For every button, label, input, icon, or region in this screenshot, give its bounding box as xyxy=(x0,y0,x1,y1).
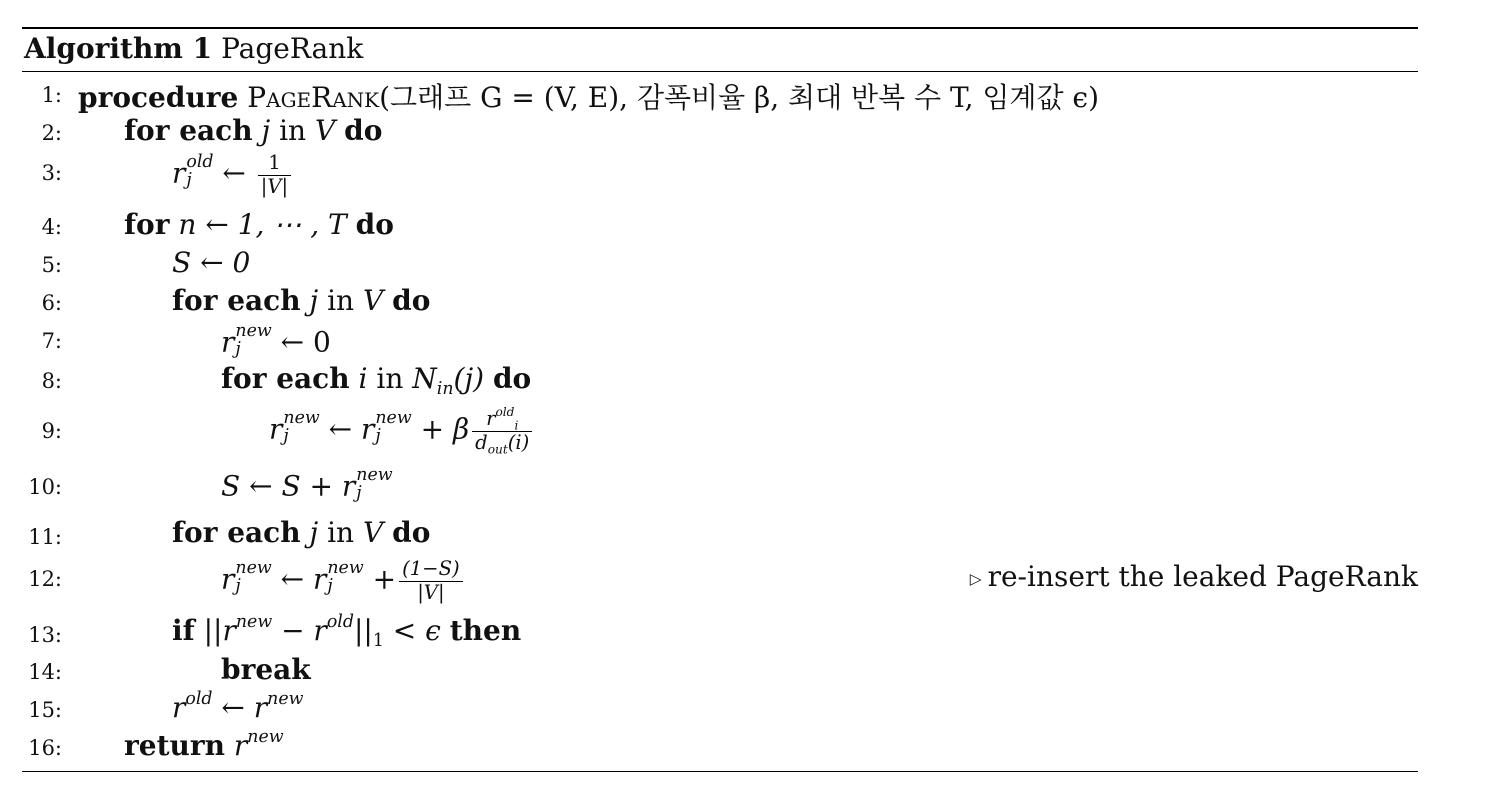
do-keyword: do xyxy=(392,516,431,549)
loop-var: j xyxy=(309,516,319,549)
update-statement: r new j ← r new j + β $\frac{r^{old}_i}{d_{out}(i)}$ xyxy=(269,408,535,454)
fraction xyxy=(258,152,291,198)
algo-line-5 xyxy=(0,246,1498,284)
algorithm-name: PageRank xyxy=(221,32,364,65)
subscript: out xyxy=(487,441,508,456)
algo-line-9 xyxy=(0,404,1498,456)
norm-open: ||r xyxy=(203,614,236,647)
line-number: 5: xyxy=(41,253,62,277)
subscript: j xyxy=(375,426,381,447)
line-number: 14: xyxy=(28,660,62,684)
line-comment xyxy=(970,560,1418,593)
var-r: r xyxy=(233,729,248,762)
subscript: i xyxy=(514,418,519,433)
subscript: j xyxy=(186,170,192,191)
comment-text: re-insert the leaked PageRank xyxy=(987,560,1418,593)
superscript: new xyxy=(375,408,412,429)
loop-var: j xyxy=(309,284,319,317)
subscript: j xyxy=(327,576,333,597)
superscript: new xyxy=(235,558,272,579)
var-r: r xyxy=(312,562,327,596)
line-number: 6: xyxy=(41,291,62,315)
loop-header xyxy=(124,114,382,147)
in-keyword: in xyxy=(327,516,355,549)
algo-line-3 xyxy=(0,151,1498,198)
var-r: r xyxy=(221,562,235,596)
statement: S ← 0 xyxy=(172,246,251,279)
norm-close: || xyxy=(353,614,373,647)
superscript: old xyxy=(326,611,354,632)
bottom-rule xyxy=(22,771,1418,772)
procedure-name: PageRank xyxy=(247,81,380,114)
param-threshold: 임계값 ϵ xyxy=(982,81,1089,114)
var-r: r xyxy=(360,412,375,446)
then-keyword: then xyxy=(449,614,522,647)
superscript: old xyxy=(185,688,213,709)
fraction xyxy=(472,404,532,456)
superscript: old xyxy=(186,152,214,173)
fraction-denominator: d xyxy=(475,430,488,454)
do-keyword: do xyxy=(392,284,431,317)
algo-line-13 xyxy=(0,611,1498,652)
line-number: 2: xyxy=(41,121,62,145)
superscript: new xyxy=(235,321,272,341)
fraction-numerator: (1−S) xyxy=(399,558,463,582)
init-assignment xyxy=(172,152,294,198)
fraction xyxy=(399,558,463,604)
less-than-epsilon: < ϵ xyxy=(383,614,450,647)
algorithm-label: Algorithm 1 xyxy=(24,32,213,65)
var-r: r xyxy=(269,412,283,446)
do-keyword: do xyxy=(344,114,383,147)
denominator-arg: (i) xyxy=(507,430,530,454)
superscript: new xyxy=(356,465,393,485)
param-graph: 그래프 G = (V, E) xyxy=(390,81,620,114)
caption-rule xyxy=(22,71,1418,72)
algo-line-14 xyxy=(0,653,1498,691)
assign-arrow: ← xyxy=(222,156,246,190)
statement xyxy=(221,322,331,358)
for-keyword: for xyxy=(124,208,170,241)
loop-set: V xyxy=(363,516,384,549)
in-keyword: in xyxy=(376,362,404,395)
line-number: 8: xyxy=(41,369,62,393)
superscript: old xyxy=(495,404,515,419)
assign-r: ← r xyxy=(212,691,268,724)
line-number: 7: xyxy=(41,329,62,353)
superscript: new xyxy=(327,558,364,579)
subscript: j xyxy=(235,339,241,360)
algo-line-7 xyxy=(0,322,1498,360)
algo-line-1 xyxy=(0,76,1498,114)
algo-line-12 xyxy=(0,556,1498,604)
fraction-denominator: |V| xyxy=(260,174,289,198)
loop-var: i xyxy=(358,362,368,395)
superscript: new xyxy=(267,688,304,709)
do-keyword: do xyxy=(492,362,532,395)
top-rule xyxy=(22,27,1418,29)
procedure-signature: procedure PageRank(그래프 G = (V, E), 감폭비율 β, 최대 반복 수 T, 임계값 ϵ) xyxy=(78,81,1100,114)
superscript: new xyxy=(283,408,320,429)
line-number: 10: xyxy=(28,475,62,499)
convergence-check xyxy=(172,611,522,652)
loop-var: n xyxy=(178,208,197,241)
line-number: 15: xyxy=(28,698,62,722)
superscript: new xyxy=(247,726,284,747)
if-keyword: if xyxy=(172,614,195,647)
algo-line-4 xyxy=(0,208,1498,246)
do-keyword: do xyxy=(355,208,394,241)
break-keyword: break xyxy=(221,653,311,686)
leak-correction: r new j ← r new j + $\frac{(1-S)}{|V|}$ xyxy=(221,558,466,604)
fraction-numerator: r xyxy=(486,407,496,430)
subscript: j xyxy=(356,483,362,504)
in-keyword: in xyxy=(327,284,355,317)
line-number: 12: xyxy=(28,567,62,591)
loop-set: N xyxy=(412,362,437,395)
for-each-keyword: for each xyxy=(172,284,301,317)
statement xyxy=(221,466,393,502)
superscript: new xyxy=(235,611,273,632)
line-number: 11: xyxy=(28,525,62,549)
param-damping: 감폭비율 β xyxy=(636,81,771,114)
loop-range: ← 1, ⋯ , T xyxy=(205,208,347,241)
line-number: 1: xyxy=(41,83,62,107)
plus-beta: + β xyxy=(420,412,470,446)
algo-line-15 xyxy=(0,688,1498,729)
subscript: j xyxy=(283,426,289,447)
comment-triangle-icon: ▷ xyxy=(969,569,982,588)
param-max-iter: 최대 반복 수 T xyxy=(788,81,965,114)
fraction-denominator: |V| xyxy=(417,580,445,604)
line-number: 4: xyxy=(41,215,62,239)
loop-var: j xyxy=(261,114,271,147)
subscript: 1 xyxy=(372,631,384,652)
var-r: r xyxy=(221,325,235,359)
loop-set: V xyxy=(315,114,336,147)
algo-line-16 xyxy=(0,726,1498,767)
for-each-keyword: for each xyxy=(172,516,301,549)
algo-line-10 xyxy=(0,466,1498,504)
for-each-keyword: for each xyxy=(124,114,253,147)
fraction-numerator: 1 xyxy=(258,152,291,176)
var-r: r xyxy=(172,156,186,190)
for-each-keyword: for each xyxy=(221,362,350,395)
algo-line-6 xyxy=(0,284,1498,322)
var-r: r xyxy=(172,691,186,724)
loop-header xyxy=(124,208,394,241)
sum-update: S ← S + r xyxy=(221,469,356,503)
algo-line-11 xyxy=(0,516,1498,554)
return-statement xyxy=(124,726,284,762)
line-number: 16: xyxy=(28,736,62,760)
line-number: 3: xyxy=(41,161,62,185)
algo-line-8 xyxy=(0,362,1498,400)
assign-rhs: ← 0 xyxy=(280,325,331,359)
algorithm-caption xyxy=(24,30,363,68)
loop-header xyxy=(172,284,430,317)
line-number: 13: xyxy=(28,623,62,647)
procedure-keyword: procedure xyxy=(78,81,239,114)
return-keyword: return xyxy=(124,729,225,762)
loop-header xyxy=(221,362,532,400)
minus-r: − r xyxy=(272,614,327,647)
statement xyxy=(172,688,304,724)
subscript: j xyxy=(235,576,241,597)
algo-line-2 xyxy=(0,114,1498,152)
loop-set: V xyxy=(363,284,384,317)
loop-set-arg: (j) xyxy=(453,362,485,395)
loop-header xyxy=(172,516,430,549)
subscript: in xyxy=(436,379,454,400)
line-number: 9: xyxy=(41,419,62,443)
in-keyword: in xyxy=(279,114,307,147)
